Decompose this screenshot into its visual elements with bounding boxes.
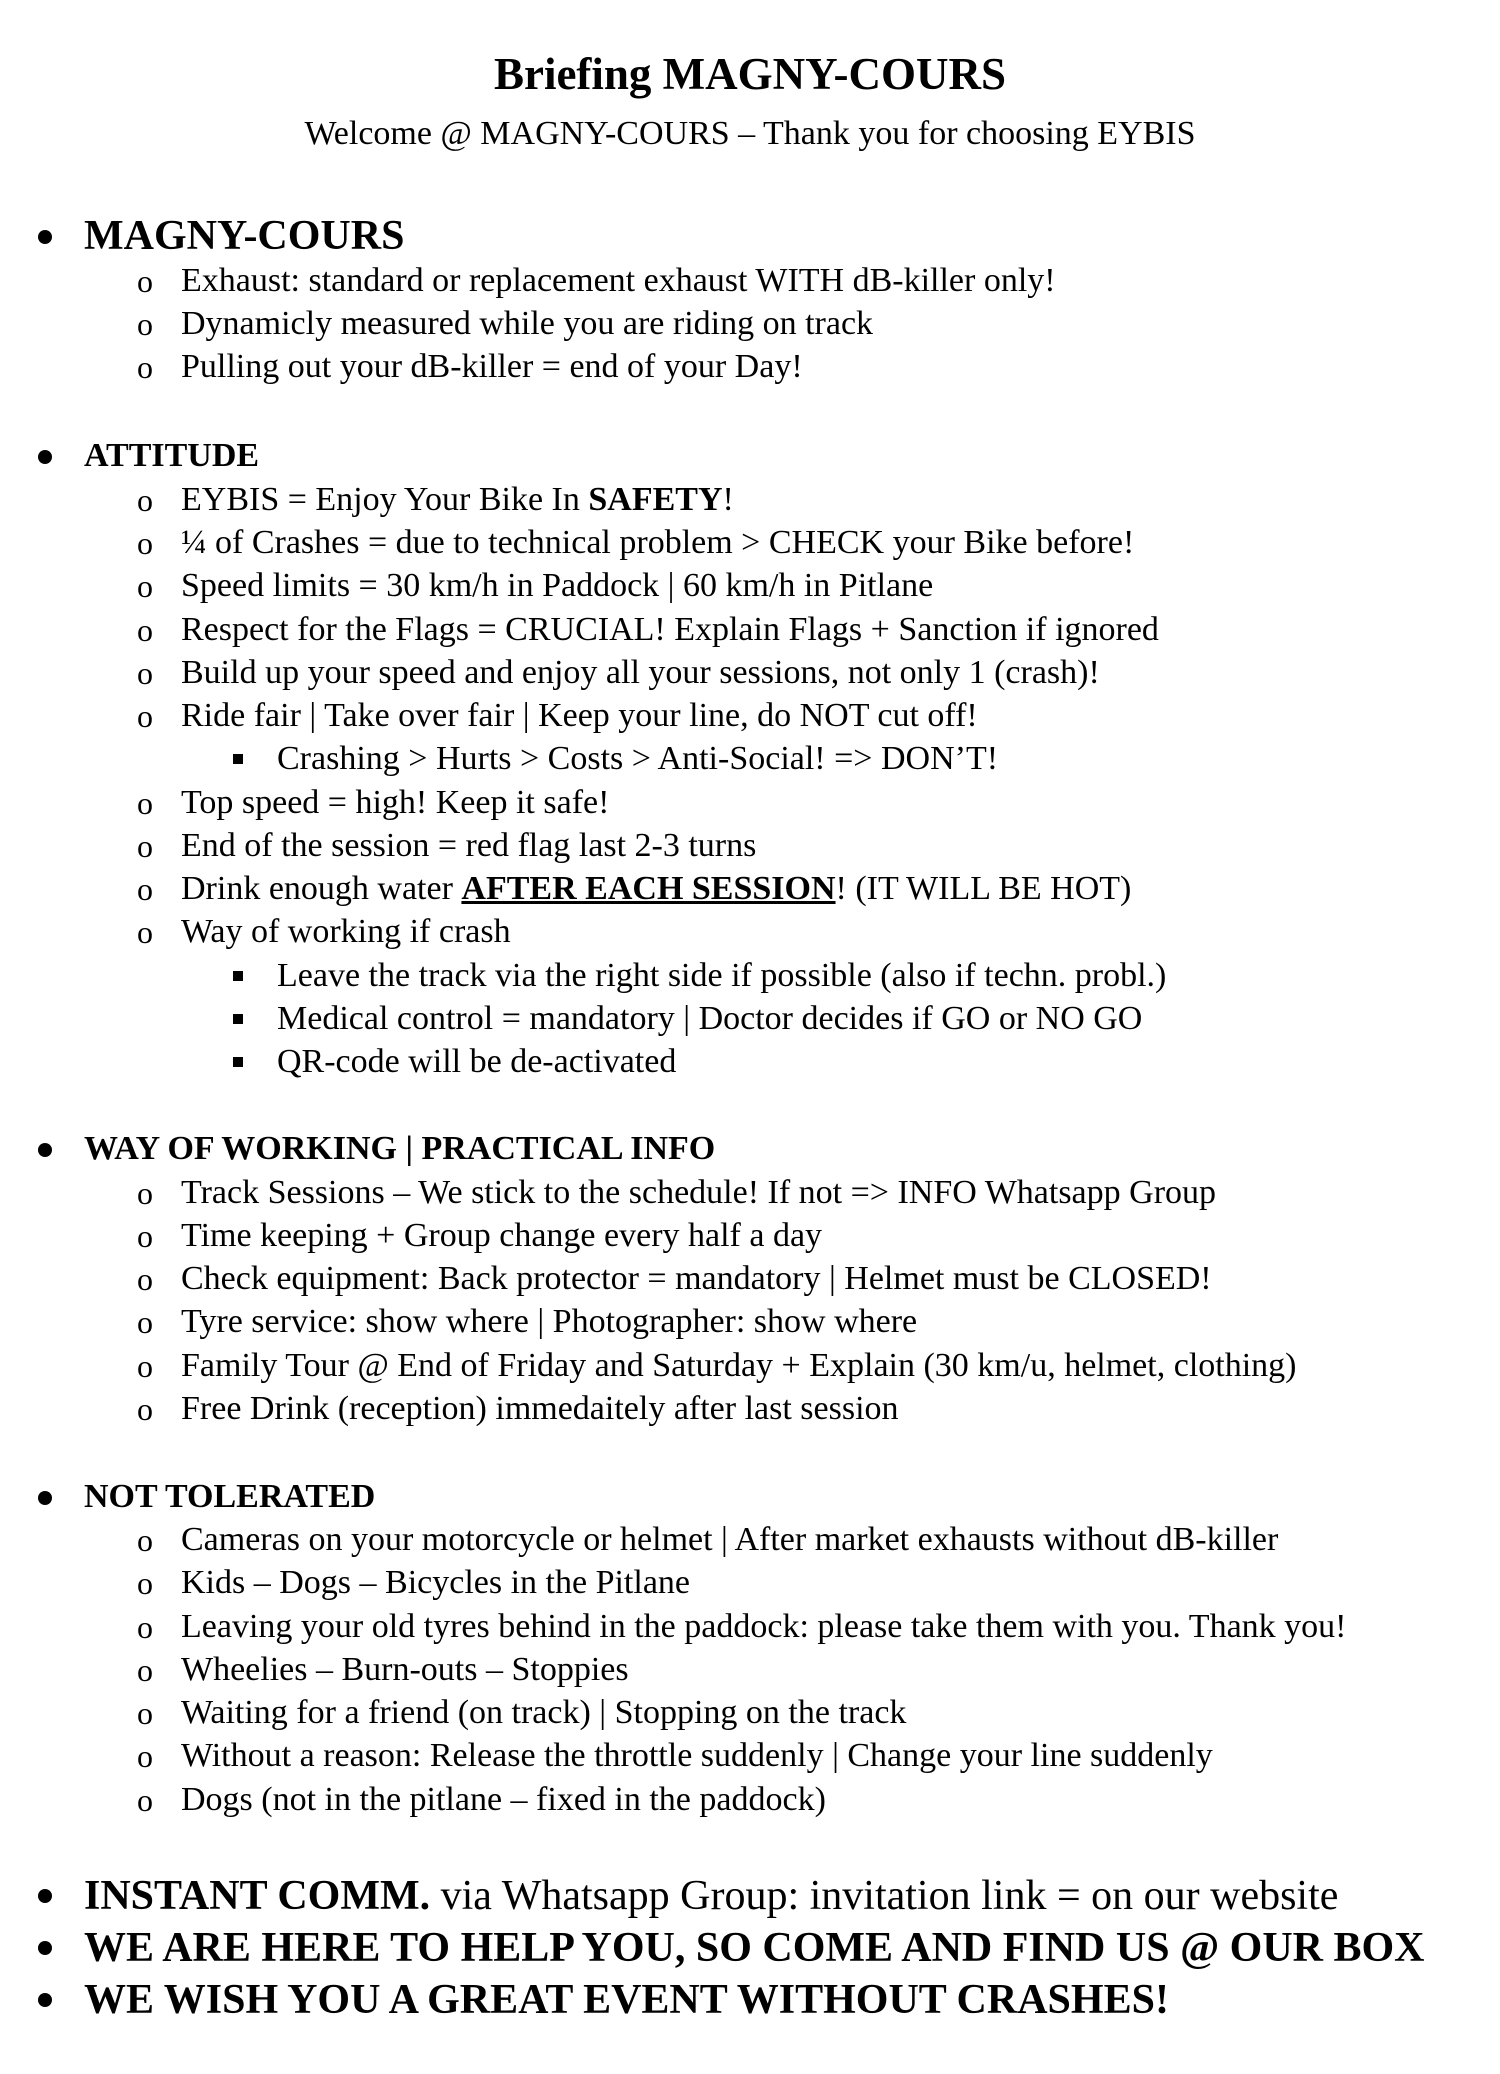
circle-bullet-icon: o <box>137 1782 153 1818</box>
circle-bullet-icon: o <box>137 612 153 648</box>
circle-bullet-icon: o <box>137 1695 153 1731</box>
circle-bullet-icon: o <box>137 349 153 385</box>
square-bullet-icon <box>233 1057 243 1067</box>
bullet-icon <box>38 230 52 244</box>
circle-bullet-icon: o <box>137 1218 153 1254</box>
bullet-icon <box>38 1491 52 1505</box>
circle-bullet-icon: o <box>137 698 153 734</box>
circle-bullet-icon: o <box>137 1565 153 1601</box>
circle-bullet-icon: o <box>137 1261 153 1297</box>
circle-bullet-icon: o <box>137 828 153 864</box>
circle-bullet-icon: o <box>137 482 153 518</box>
circle-bullet-icon: o <box>137 871 153 907</box>
bullet-icon <box>38 1143 52 1157</box>
square-bullet-icon <box>233 1014 243 1024</box>
bullet-icon <box>38 1941 52 1955</box>
circle-bullet-icon: o <box>137 1348 153 1384</box>
bullet-icon <box>38 1889 52 1903</box>
circle-bullet-icon: o <box>137 914 153 950</box>
circle-bullet-icon: o <box>137 655 153 691</box>
briefing-document: Briefing MAGNY-COURS Welcome @ MAGNY-COURS – Thank you for choosing EYBIS MAGNY-COURS o Exhaust: standard or replacement exhaust WITH dB-killer only! o Dynamicly measured while you are riding on track o Pulling out your dB-killer = end of your Day! ATTITUDE o EYBIS = Enjoy Your Bike In SAFETY! o ¼ of Crashes = due to technical problem > CHECK your Bike before! o Speed limits = 30 km/h in Paddock | 60 km/h in Pitlane o Respect for the Flags = CRUCIAL! Explain Flags + Sanction if ignored o Build up your speed and enjoy all your sessions, not only 1 (crash)! o Ride fair | Take over fair | Keep your line, do NOT cut off! Crashing > Hurts > Costs > Anti-Social! => DON’T! o Top speed = high! Keep it safe! o End of the session = red flag last 2-3 turns o Drink enough water AFTER EACH SESSION! (IT WILL BE HOT) o Way of working if crash Leave the track via the right side if possible (also if techn. probl.) Medical control = mandatory | Doctor decides if GO or NO GO QR-code will be de-activated WAY OF WORKING | PRACTICAL INFO o Track Sessions – We stick to the schedule! If not => INFO Whatsapp Group o Time keeping + Group change every half a day o Check equipment: Back protector = mandatory | Helmet must be CLOSED! o Tyre service: show where | Photographer: show where o Family Tour @ End of Friday and Saturday + Explain (30 km/u, helmet, clothing) o Free Drink (reception) immedaitely after last session NOT TOLERATED o Cameras on your motorcycle or helmet | After market exhausts without dB-killer o Kids – Dogs – Bicycles in the Pitlane o Leaving your old tyres behind in the paddock: please take them with you. Thank you! o Wheelies – Burn-outs – Stoppies o Waiting for a friend (on track) | Stopping on the track o Without a reason: Release the throttle suddenly | Change your line suddenly o Dogs (not in the pitlane – fixed in the paddock) INSTANT COMM. via Whatsapp Group: invitation link = on our website WE ARE HERE TO HELP YOU, SO COME AND FIND US @ OUR BOX WE WISH YOU A GREAT EVENT WITHOUT CRASHES! <box>0 0 1500 2074</box>
circle-bullet-icon: o <box>137 1652 153 1688</box>
document-subtitle: Welcome @ MAGNY-COURS – Thank you for choosing EYBIS <box>304 115 1196 152</box>
circle-bullet-icon: o <box>137 306 153 342</box>
circle-bullet-icon: o <box>137 1609 153 1645</box>
square-bullet-icon <box>233 754 243 764</box>
bullet-icon <box>38 1993 52 2007</box>
circle-bullet-icon: o <box>137 1391 153 1427</box>
circle-bullet-icon: o <box>137 525 153 561</box>
circle-bullet-icon: o <box>137 263 153 299</box>
circle-bullet-icon: o <box>137 1304 153 1340</box>
circle-bullet-icon: o <box>137 568 153 604</box>
circle-bullet-icon: o <box>137 1175 153 1211</box>
document-title: Briefing MAGNY-COURS <box>493 49 1007 99</box>
circle-bullet-icon: o <box>137 1522 153 1558</box>
circle-bullet-icon: o <box>137 1738 153 1774</box>
bullet-icon <box>38 450 52 464</box>
circle-bullet-icon: o <box>137 785 153 821</box>
square-bullet-icon <box>233 971 243 981</box>
